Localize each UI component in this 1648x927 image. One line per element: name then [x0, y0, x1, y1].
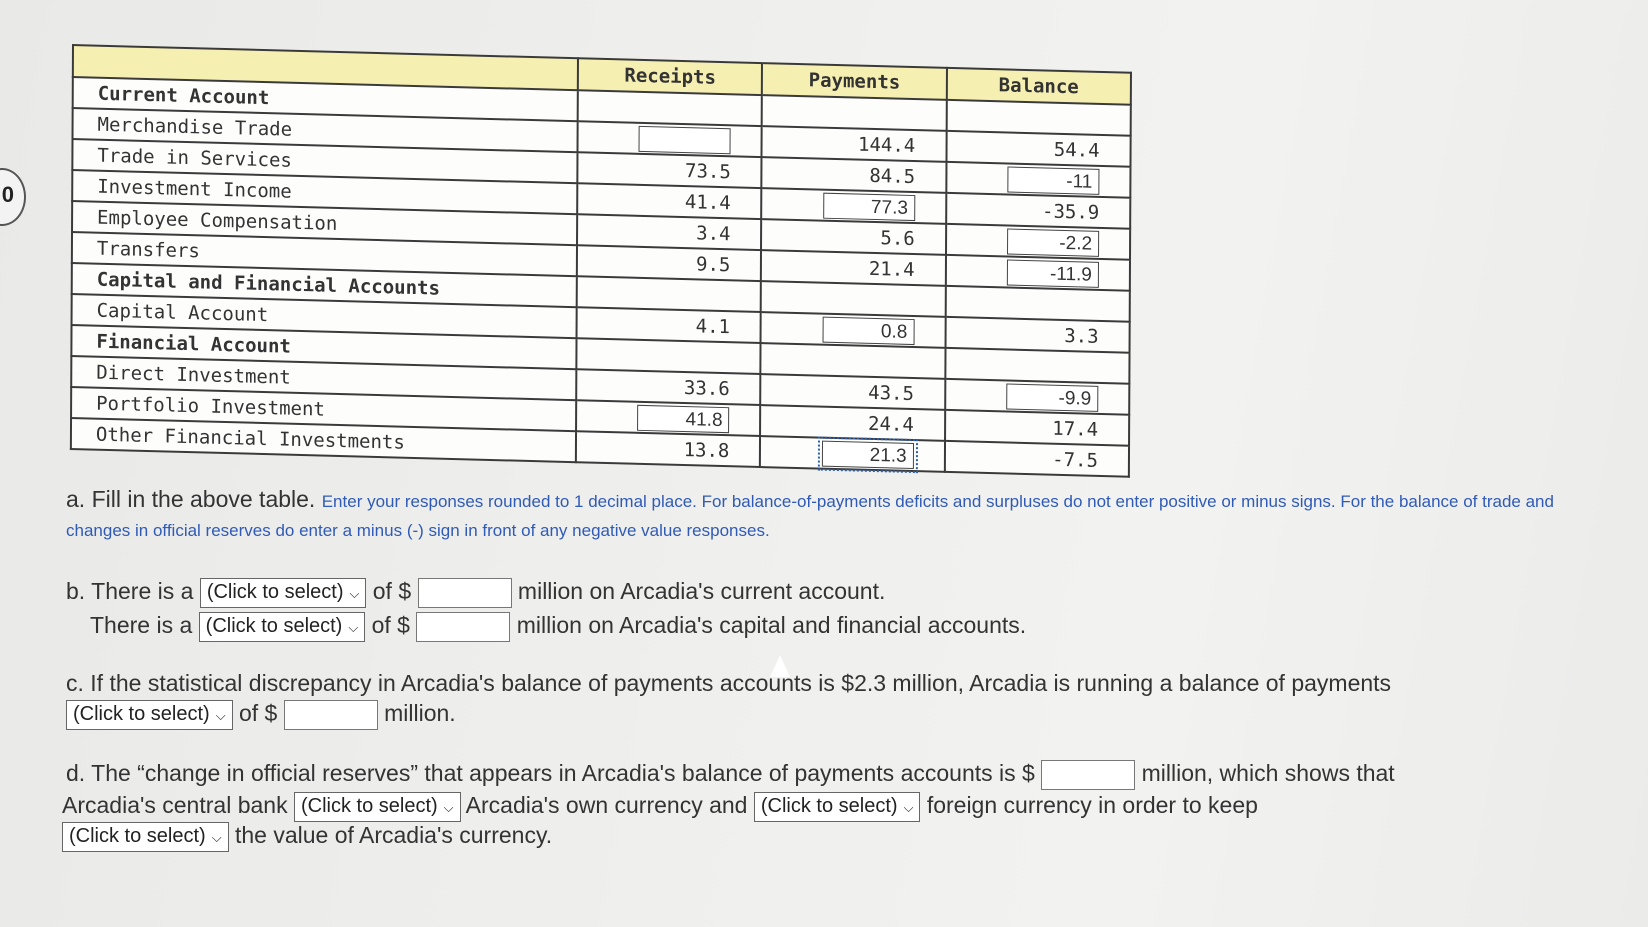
payments-cell: 43.5: [761, 374, 945, 410]
of-label: of $: [371, 612, 410, 639]
payments-cell: [762, 188, 946, 224]
select-label: (Click to select): [300, 795, 438, 817]
chevron-down-icon: ⌵: [211, 830, 222, 845]
part-b-line2-prefix: There is a: [90, 612, 193, 639]
part-c: [66, 670, 1566, 697]
receipts-input[interactable]: 41.8: [637, 404, 729, 432]
current-account-direction-select[interactable]: [200, 578, 367, 608]
part-a-instructions: Enter your responses rounded to 1 decimal place. For balance-of-payments deficits and surpluses do not enter positive or minus signs. For the balance of trade and changes in official reserves do enter a minus (-) sign in front of any negative value responses.: [66, 492, 1554, 540]
part-d-text5: foreign currency in order to keep: [926, 792, 1258, 819]
part-b-line1-prefix: b. There is a: [66, 578, 194, 605]
receipts-cell: 41.4: [577, 183, 761, 219]
payments-cell: 5.6: [761, 219, 945, 255]
chevron-down-icon: ⌵: [903, 800, 914, 815]
capital-account-amount-input[interactable]: [416, 612, 510, 642]
currency-value-select[interactable]: [62, 822, 229, 852]
part-d-text3: Arcadia's central bank: [62, 792, 288, 819]
row-label: Capital Account: [72, 294, 577, 338]
side-tab-label: 0: [1, 182, 14, 207]
row-label: Portfolio Investment: [71, 387, 576, 431]
part-d-line3: [62, 822, 552, 852]
chevron-down-icon: ⌵: [215, 708, 226, 723]
payments-input[interactable]: 77.3: [823, 192, 915, 220]
balance-cell: [946, 100, 1130, 136]
part-d-text1: d. The “change in official reserves” that appears in Arcadia's balance of payments accounts is $: [66, 760, 1035, 787]
payments-cell: 144.4: [762, 126, 946, 162]
balance-input[interactable]: -9.9: [1006, 383, 1098, 411]
official-reserves-input[interactable]: [1041, 760, 1135, 790]
header-balance: Balance: [947, 68, 1131, 105]
select-label: (Click to select): [73, 703, 210, 725]
payments-cell: 21.4: [761, 250, 945, 286]
receipts-cell: [577, 338, 761, 374]
balance-cell: [946, 162, 1130, 198]
receipts-cell: [578, 90, 762, 126]
payments-cell: 84.5: [762, 157, 946, 193]
balance-input[interactable]: -11.9: [1007, 259, 1099, 287]
part-b-line2: [90, 612, 1026, 642]
payments-cell: [761, 281, 945, 317]
payments-cell: [761, 343, 945, 379]
current-account-amount-input[interactable]: [418, 578, 512, 608]
payments-cell: [761, 312, 945, 348]
chevron-down-icon: ⌵: [349, 586, 360, 601]
balance-cell: [945, 379, 1129, 415]
part-d-text6: the value of Arcadia's currency.: [234, 822, 553, 849]
row-label: Transfers: [72, 232, 577, 276]
select-label: (Click to select): [760, 795, 898, 817]
part-d-text4: Arcadia's own currency and: [465, 792, 748, 819]
mouse-cursor-icon: [770, 655, 790, 677]
balance-cell: -7.5: [945, 441, 1129, 477]
balance-cell: 54.4: [946, 131, 1130, 167]
payments-cell: [760, 436, 944, 472]
row-label: Investment Income: [72, 170, 577, 214]
balance-input[interactable]: -11: [1007, 166, 1099, 194]
receipts-cell: [576, 400, 760, 436]
central-bank-action-select[interactable]: [294, 792, 461, 822]
row-label: Current Account: [73, 77, 578, 121]
part-c-line2: [66, 700, 456, 730]
part-b-line2-suffix: million on Arcadia's capital and financial accounts.: [516, 612, 1027, 639]
capital-account-direction-select[interactable]: [199, 612, 366, 642]
select-label: (Click to select): [69, 825, 206, 847]
receipts-cell: [577, 276, 761, 312]
balance-input[interactable]: -2.2: [1007, 228, 1099, 256]
balance-cell: [946, 224, 1130, 260]
receipts-cell: 13.8: [576, 431, 760, 467]
balance-cell: 17.4: [945, 410, 1129, 446]
select-label: (Click to select): [206, 581, 344, 603]
receipts-cell: 33.6: [576, 369, 760, 405]
foreign-currency-action-select[interactable]: [754, 792, 921, 822]
part-a-lead: a. Fill in the above table.: [66, 486, 316, 512]
payments-cell: 24.4: [760, 405, 944, 441]
row-label: Capital and Financial Accounts: [72, 263, 577, 307]
receipts-input[interactable]: [639, 125, 731, 153]
row-label: Financial Account: [71, 325, 576, 369]
payments-cell: [762, 95, 946, 131]
receipts-cell: 3.4: [577, 214, 761, 250]
row-label: Trade in Services: [72, 139, 577, 183]
balance-cell: [946, 255, 1130, 291]
select-label: (Click to select): [205, 615, 343, 637]
payments-input[interactable]: 21.3: [822, 440, 914, 468]
part-d-line2: [62, 792, 1562, 822]
balance-cell: [945, 348, 1129, 384]
part-d-text2: million, which shows that: [1141, 760, 1395, 787]
receipts-cell: [578, 121, 762, 157]
header-payments: Payments: [762, 63, 946, 100]
row-label: Direct Investment: [71, 356, 576, 400]
of-label: of $: [372, 578, 412, 605]
chevron-down-icon: ⌵: [443, 800, 454, 815]
row-label: Other Financial Investments: [71, 418, 576, 462]
row-label: Employee Compensation: [72, 201, 577, 245]
bop-direction-select[interactable]: [66, 700, 233, 730]
of-label: of $: [238, 700, 278, 727]
row-label: Merchandise Trade: [73, 108, 578, 152]
part-b-line1-suffix: million on Arcadia's current account.: [517, 578, 886, 605]
receipts-cell: 4.1: [577, 307, 761, 343]
payments-input[interactable]: 0.8: [822, 316, 914, 344]
part-c-text: c. If the statistical discrepancy in Arcadia's balance of payments accounts is $2.3 million, Arcadia is running a balance of payments: [66, 670, 1392, 696]
part-c-suffix: million.: [384, 700, 456, 727]
header-receipts: Receipts: [578, 58, 762, 95]
balance-cell: 3.3: [945, 317, 1129, 353]
bop-amount-input[interactable]: [284, 700, 378, 730]
part-d-line1: [66, 760, 1566, 790]
balance-cell: -35.9: [946, 193, 1130, 229]
part-b-line1: [66, 578, 885, 608]
balance-cell: [945, 286, 1129, 322]
part-a: [66, 486, 1566, 544]
side-tab[interactable]: [0, 168, 26, 226]
receipts-cell: 9.5: [577, 245, 761, 281]
receipts-cell: 73.5: [578, 152, 762, 188]
balance-of-payments-table: [70, 44, 1132, 478]
chevron-down-icon: ⌵: [348, 620, 359, 635]
